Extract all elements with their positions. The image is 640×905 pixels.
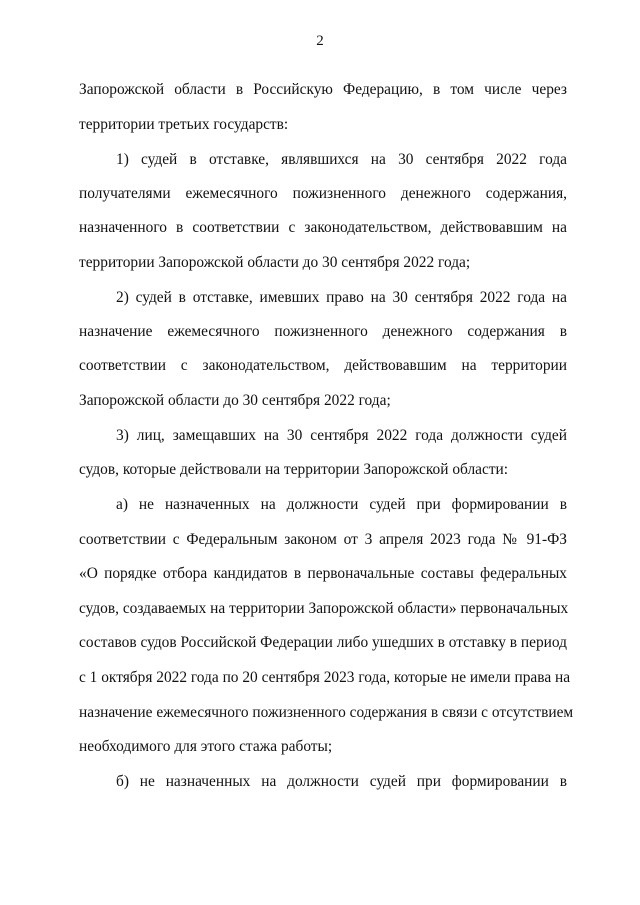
text-line: назначенного в соответствии с законодательством, действовавшим на — [79, 219, 567, 236]
text-line: судов, которые действовали на территории Запорожской области: — [79, 461, 509, 478]
text-line: 1) судей в отставке, являвшихся на 30 сентября 2022 года — [116, 151, 567, 168]
text-line: а) не назначенных на должности судей при формировании в — [116, 496, 567, 513]
text-line: соответствии с Федеральным законом от 3 апреля 2023 года № 91-ФЗ — [79, 531, 567, 548]
text-line: территории Запорожской области до 30 сентября 2022 года; — [79, 254, 471, 271]
text-line: 3) лиц, замещавших на 30 сентября 2022 года должности судей — [116, 427, 567, 444]
text-line: получателями ежемесячного пожизненного денежного содержания, — [79, 185, 567, 202]
text-line: 2) судей в отставке, имевших право на 30 сентября 2022 года на — [116, 289, 567, 306]
page-number: 2 — [316, 33, 324, 49]
text-line: с 1 октября 2022 года по 20 сентября 2023 года, которые не имели права на — [79, 669, 571, 686]
text-line: судов, создаваемых на территории Запорожской области» первоначальных — [79, 600, 569, 617]
text-line: Запорожской области до 30 сентября 2022 года; — [79, 392, 391, 409]
text-line: территории третьих государств: — [79, 116, 289, 133]
text-line: Запорожской области в Российскую Федерацию, в том числе через — [79, 81, 567, 98]
text-line: составов судов Российской Федерации либо ушедших в отставку в период — [79, 634, 567, 651]
text-line: «О порядке отбора кандидатов в первоначальные составы федеральных — [79, 565, 567, 582]
text-line: необходимого для этого стажа работы; — [79, 738, 333, 755]
text-line: соответствии с законодательством, действовавшим на территории — [79, 357, 567, 374]
text-line: назначение ежемесячного пожизненного содержания в связи с отсутствием — [79, 704, 574, 721]
text-line: б) не назначенных на должности судей при формировании в — [116, 773, 567, 790]
text-line: назначение ежемесячного пожизненного денежного содержания в — [79, 323, 567, 340]
